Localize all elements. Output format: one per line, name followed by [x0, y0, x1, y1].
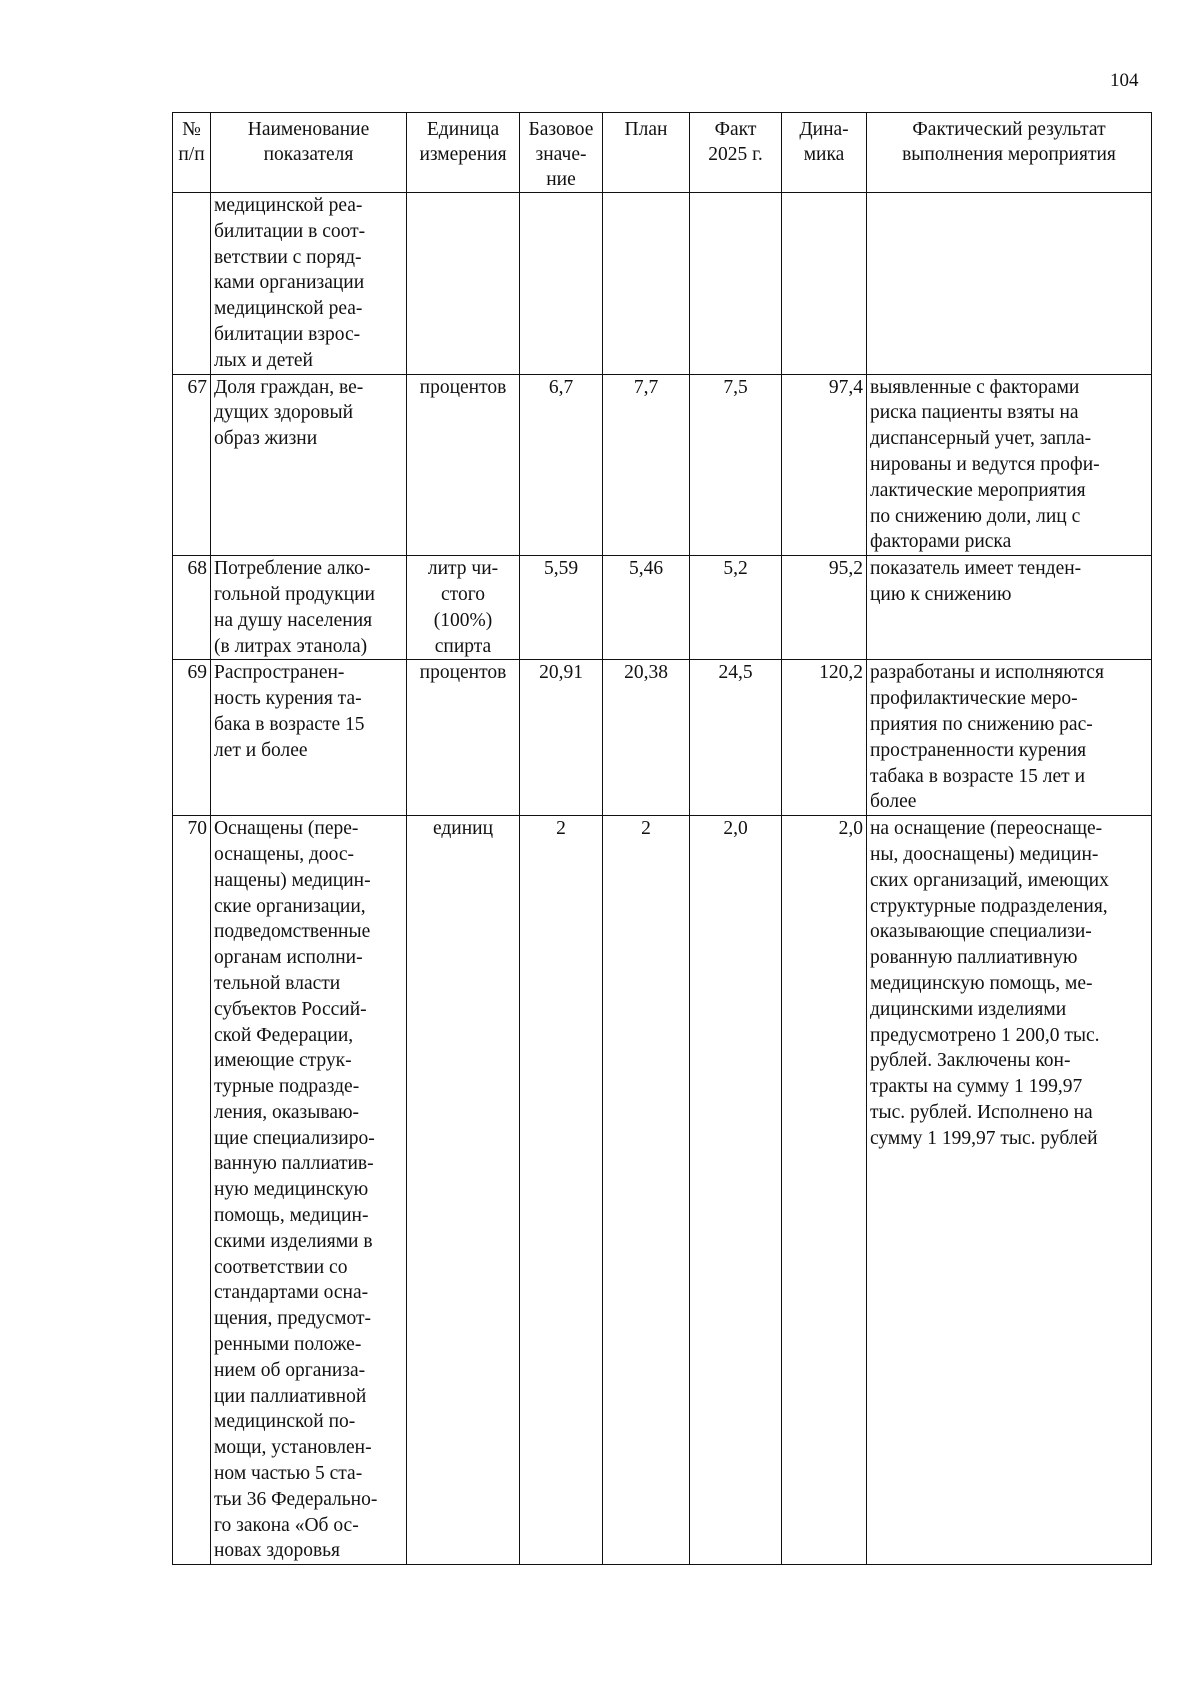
header-base: Базовое значе- ние	[520, 113, 603, 193]
row-base: 6,7	[520, 374, 603, 556]
table-row	[173, 816, 1152, 1565]
row-num: 69	[173, 660, 211, 816]
row-base: 2	[520, 816, 603, 1565]
row-fact: 2,0	[690, 816, 782, 1565]
row-base: 5,59	[520, 556, 603, 660]
row-num	[173, 193, 211, 375]
row-plan	[603, 193, 690, 375]
indicators-table	[172, 112, 1152, 1565]
row-unit: единиц	[407, 816, 520, 1565]
row-result: выявленные с факторами риска пациенты взяты на диспансерный учет, запла- нированы и ведутся профи- лактические мероприятия по снижению доли, лиц с факторами риска	[867, 374, 1152, 556]
row-result	[867, 193, 1152, 375]
row-num: 67	[173, 374, 211, 556]
header-plan: План	[603, 113, 690, 193]
page-number: 104	[1110, 70, 1139, 91]
row-result: на оснащение (переоснаще- ны, дооснащены) медицин- ских организаций, имеющих структурные подразделения, оказывающие специализи- рованную паллиативную медицинскую помощь, ме- дицинскими изделиями предусмотрено 1 200,0 тыс. рублей. Заключены кон- тракты на сумму 1 199,97 тыс. рублей. Исполнено на сумму 1 199,97 тыс. рублей	[867, 816, 1152, 1565]
row-dynamics: 120,2	[782, 660, 867, 816]
table-header-row	[173, 113, 1152, 193]
row-plan: 20,38	[603, 660, 690, 816]
table-row	[173, 374, 1152, 556]
header-result: Фактический результат выполнения мероприятия	[867, 113, 1152, 193]
row-name: Потребление алко- гольной продукции на душу населения (в литрах этанола)	[211, 556, 407, 660]
table-row	[173, 193, 1152, 375]
row-unit: процентов	[407, 374, 520, 556]
row-name: Оснащены (пере- оснащены, доос- нащены) медицин- ские организации, подведомственные органам исполни- тельной власти субъектов Россий- ской Федерации, имеющие струк- турные подразде- ления, оказываю- щие специализиро- ванную паллиатив- ную медицинскую помощь, медицин- скими изделиями в соответствии со стандартами осна- щения, предусмот- ренными положе- нием об организа- ции паллиативной медицинской по- мощи, установлен- ном частью 5 ста- тьи 36 Федерально- го закона «Об ос- новах здоровья	[211, 816, 407, 1565]
row-name: Доля граждан, ве- дущих здоровый образ жизни	[211, 374, 407, 556]
row-unit	[407, 193, 520, 375]
row-dynamics: 95,2	[782, 556, 867, 660]
row-unit: литр чи- стого (100%) спирта	[407, 556, 520, 660]
row-dynamics	[782, 193, 867, 375]
table-row	[173, 556, 1152, 660]
row-dynamics: 97,4	[782, 374, 867, 556]
row-base: 20,91	[520, 660, 603, 816]
row-unit: процентов	[407, 660, 520, 816]
header-num: № п/п	[173, 113, 211, 193]
row-fact	[690, 193, 782, 375]
header-unit: Единица измерения	[407, 113, 520, 193]
row-fact: 5,2	[690, 556, 782, 660]
table-row	[173, 660, 1152, 816]
row-result: разработаны и исполняются профилактические меро- приятия по снижению рас- пространенности курения табака в возрасте 15 лет и более	[867, 660, 1152, 816]
row-base	[520, 193, 603, 375]
row-fact: 24,5	[690, 660, 782, 816]
row-plan: 5,46	[603, 556, 690, 660]
row-dynamics: 2,0	[782, 816, 867, 1565]
row-num: 68	[173, 556, 211, 660]
row-plan: 2	[603, 816, 690, 1565]
header-name: Наименование показателя	[211, 113, 407, 193]
row-name: Распространен- ность курения та- бака в возрасте 15 лет и более	[211, 660, 407, 816]
row-num: 70	[173, 816, 211, 1565]
row-name: медицинской реа- билитации в соот- ветствии с поряд- ками организации медицинской реа- билитации взрос- лых и детей	[211, 193, 407, 375]
header-dynamics: Дина- мика	[782, 113, 867, 193]
row-result: показатель имеет тенден- цию к снижению	[867, 556, 1152, 660]
row-plan: 7,7	[603, 374, 690, 556]
row-fact: 7,5	[690, 374, 782, 556]
header-fact: Факт 2025 г.	[690, 113, 782, 193]
